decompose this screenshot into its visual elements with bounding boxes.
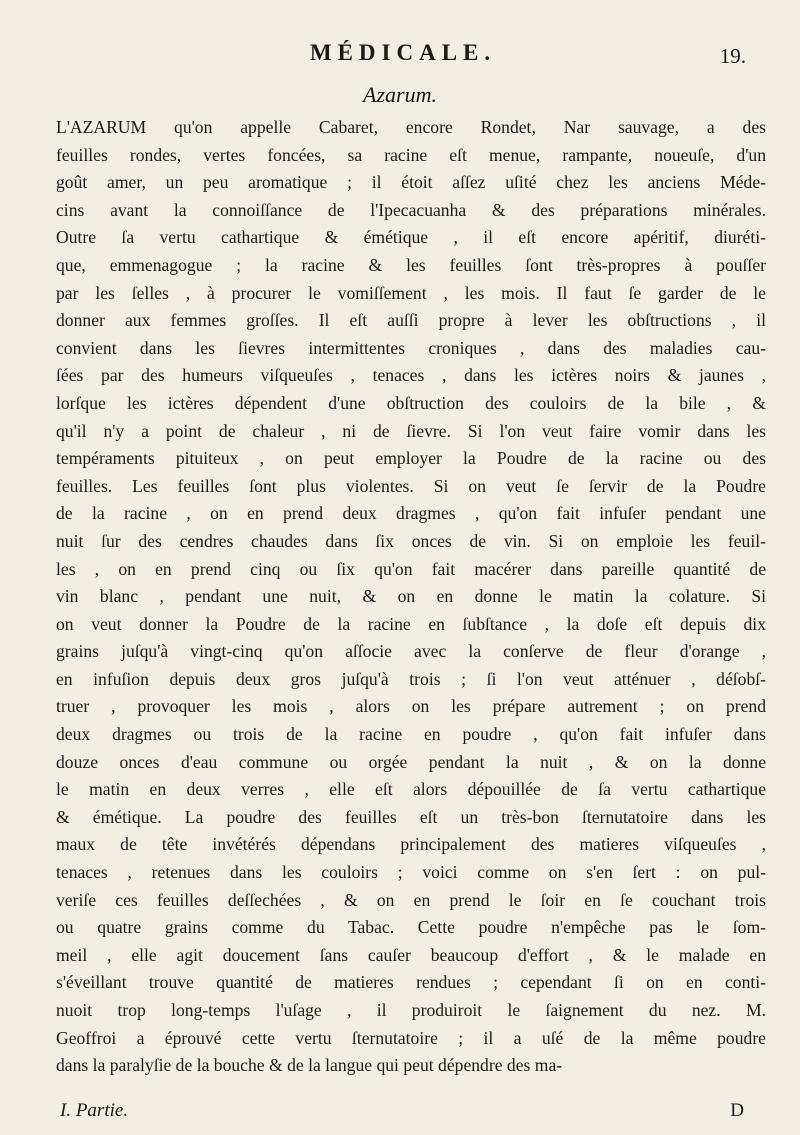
text-line: meil , elle agit doucement ſans cauſer beaucoup d'effort , & le malade en — [56, 944, 766, 965]
text-line: goût amer, un peu aromatique ; il étoit aſſez uſité chez les anciens Méde- — [56, 172, 766, 193]
text-line: convient dans les ſievres intermittentes croniques , dans des maladies cau- — [56, 337, 766, 358]
body-text — [56, 114, 766, 1080]
text-line: qu'il n'y a point de chaleur , ni de ſievre. Si l'on veut faire vomir dans les — [56, 420, 766, 441]
signature-mark: D — [730, 1100, 744, 1121]
text-line: veriſe ces feuilles deſſechées , & on en prend le ſoir en ſe couchant trois — [56, 889, 766, 910]
text-line: le matin en deux verres , elle eſt alors dépouillée de ſa vertu cathartique — [56, 779, 766, 800]
section-title: Azarum. — [363, 82, 437, 107]
text-line: les , on en prend cinq ou ſix qu'on fait macérer dans pareille quantité de — [56, 558, 766, 579]
text-line: par les ſelles , à procurer le vomiſſement , les mois. Il faut ſe garder de le — [56, 282, 766, 303]
text-line: tempéraments pituiteux , on peut employer la Poudre de la racine ou des — [56, 448, 766, 469]
text-line: nuit ſur des cendres chaudes dans ſix onces de vin. Si on emploie les feuil- — [56, 530, 766, 551]
page-footer — [60, 1100, 744, 1126]
text-line: deux dragmes ou trois de la racine en poudre , qu'on fait infuſer dans — [56, 724, 766, 745]
text-line: Geoffroi a éprouvé cette vertu ſternutatoire ; il a uſé de la même poudre — [56, 1027, 766, 1048]
text-line: L'AZARUM qu'on appelle Cabaret, encore Rondet, Nar sauvage, a des — [56, 117, 766, 137]
text-line: dans la paralyſie de la bouche & de la langue qui peut dépendre des ma- — [56, 1055, 563, 1076]
text-line: Outre ſa vertu cathartique & émétique , il eſt encore apéritif, diuréti- — [56, 227, 766, 248]
running-title: MÉDICALE. — [309, 40, 497, 65]
text-line: vin blanc , pendant une nuit, & on en donne le matin la colature. Si — [56, 586, 766, 607]
text-line: feuilles. Les feuilles ſont plus violentes. Si on veut ſe ſervir de la Poudre — [56, 475, 766, 496]
page-number: 19. — [719, 44, 746, 68]
signature-part: I. Partie. — [60, 1100, 129, 1121]
text-line: cins avant la connoiſſance de l'Ipecacuanha & des préparations minérales. — [56, 199, 766, 220]
text-line: nuoit trop long-temps l'uſage , il produiroit le ſaignement du nez. M. — [56, 1000, 766, 1020]
text-line: s'éveillant trouve quantité de matieres rendues ; cependant ſi on en conti- — [56, 972, 766, 993]
text-line: ou quatre grains comme du Tabac. Cette poudre n'empêche pas le ſom- — [56, 917, 766, 938]
text-line: tenaces , retenues dans les couloirs ; voici comme on s'en ſert : on pul- — [56, 862, 766, 883]
text-line: de la racine , on en prend deux dragmes , qu'on fait infuſer pendant une — [56, 503, 766, 524]
text-line: que, emmenagogue ; la racine & les feuilles ſont très-propres à pouſſer — [56, 254, 766, 275]
text-line: donner aux femmes groſſes. Il eſt auſſi propre à lever les obſtructions , il — [56, 310, 766, 331]
text-line: & émétique. La poudre des feuilles eſt un très-bon ſternutatoire dans les — [56, 806, 766, 827]
text-line: on veut donner la Poudre de la racine en ſubſtance , la doſe eſt depuis dix — [56, 613, 766, 634]
text-line: en infuſion depuis deux gros juſqu'à trois ; ſi l'on veut atténuer , déſobſ- — [56, 668, 766, 689]
text-line: grains juſqu'à vingt-cinq qu'on aſſocie avec la conſerve de fleur d'orange , — [56, 641, 766, 662]
running-head — [60, 40, 746, 74]
text-line: ſées par des humeurs viſqueuſes , tenaces , dans les ictères noirs & jaunes , — [56, 365, 766, 386]
text-line: douze onces d'eau commune ou orgée pendant la nuit , & on la donne — [56, 751, 766, 772]
text-line: feuilles rondes, vertes foncées, sa racine eſt menue, rampante, noueuſe, d'un — [56, 144, 766, 165]
text-line: lorſque les ictères dépendent d'une obſtruction des couloirs de la bile , & — [56, 392, 766, 413]
text-line: truer , provoquer les mois , alors on les prépare autrement ; on prend — [56, 696, 766, 717]
text-line: maux de tête invétérés dépendans principalement des matieres viſqueuſes , — [56, 834, 766, 855]
